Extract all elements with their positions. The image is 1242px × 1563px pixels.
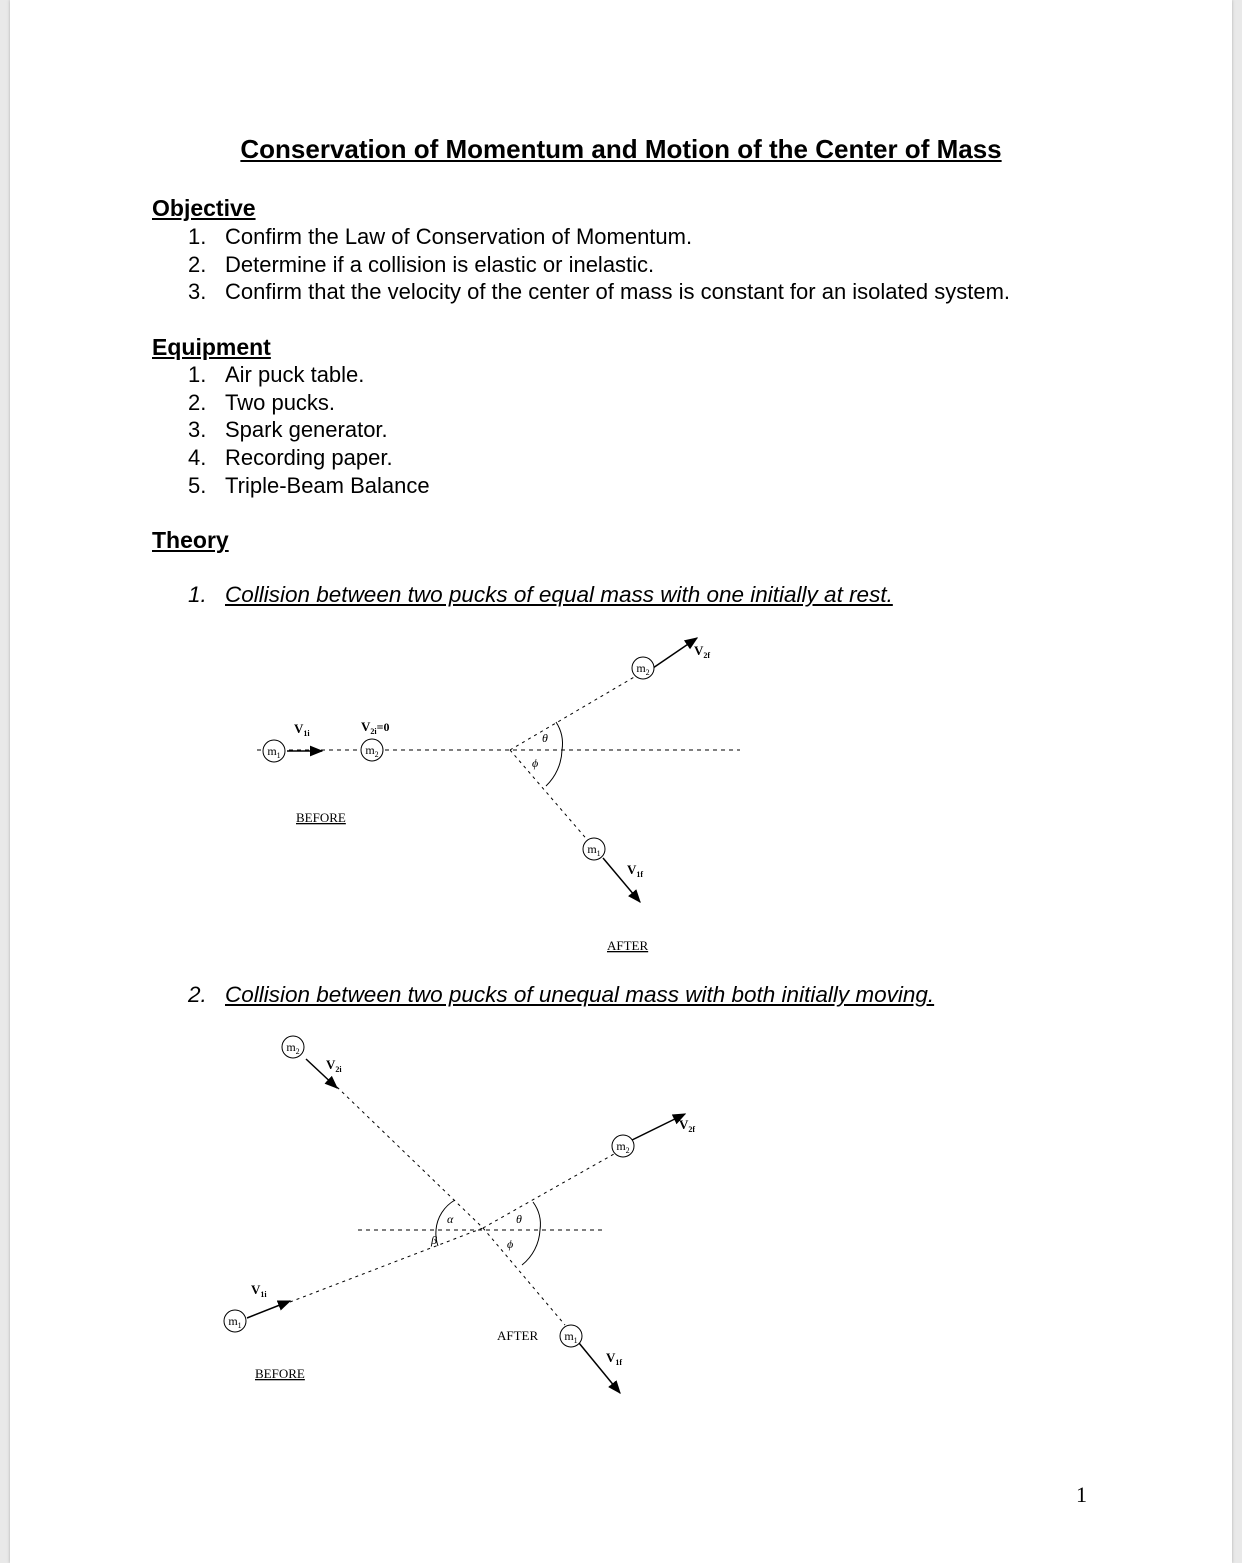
list-item: 1. Confirm the Law of Conservation of Momentum. xyxy=(188,224,693,249)
label-before-1: BEFORE xyxy=(296,810,346,825)
label-v1f: $V_{1f}$ xyxy=(627,862,644,879)
list-item: 3. Confirm that the velocity of the center of mass is constant for an isolated system. xyxy=(188,279,1011,305)
label-phi: ϕ xyxy=(507,1237,514,1251)
label-v2f: $V_{2f}$ xyxy=(694,643,711,660)
label-m1-after: $m_1$ xyxy=(587,842,601,858)
page-number: 1 xyxy=(1076,1482,1087,1507)
label-alpha: α xyxy=(447,1212,454,1226)
label-m1-before: $m_1$ xyxy=(228,1314,242,1330)
label-m2-after: $m_2$ xyxy=(616,1139,630,1155)
label-beta: β xyxy=(431,1233,437,1247)
path-m1-after xyxy=(483,1228,565,1325)
list-item: 2. Determine if a collision is elastic or inelastic. xyxy=(188,251,655,277)
theory-subheading-2: 2. Collision between two pucks of unequal mass with both initially moving. xyxy=(188,982,935,1007)
v2f-arrow xyxy=(632,1114,685,1140)
list-item: 2. Two pucks. xyxy=(188,389,336,415)
label-m1-after: $m_1$ xyxy=(564,1329,578,1345)
objective-heading: Objective xyxy=(152,195,256,221)
page-title: Conservation of Momentum and Motion of the Center of Mass xyxy=(240,134,1002,164)
label-m2-before: $m_2$ xyxy=(365,743,379,759)
label-m2-after: $m_2$ xyxy=(636,661,650,677)
path-m2-before xyxy=(337,1087,483,1228)
list-item: 4. Recording paper. xyxy=(188,445,393,471)
label-m1-before: $m_1$ xyxy=(267,744,281,760)
label-v2i: $V_{2i}=0$ xyxy=(361,719,390,736)
label-theta: θ xyxy=(542,731,548,745)
path-m2-after xyxy=(483,1154,614,1228)
label-after-1: AFTER xyxy=(607,938,649,953)
label-theta: θ xyxy=(516,1212,522,1226)
label-m2-before: $m_2$ xyxy=(286,1040,300,1056)
theta-arc xyxy=(533,1202,540,1230)
label-v1i: $V_{1i}$ xyxy=(294,721,310,738)
theory-subheading-1: 1. Collision between two pucks of equal mass with one initially at rest. xyxy=(188,582,893,607)
label-phi: ϕ xyxy=(532,756,539,770)
list-item: 5. Triple-Beam Balance xyxy=(188,472,430,498)
label-v2f: $V_{2f}$ xyxy=(679,1117,696,1134)
equipment-heading: Equipment xyxy=(152,334,271,360)
phi-arc xyxy=(522,1230,540,1265)
v1i-arrow xyxy=(247,1301,290,1318)
list-item: 1. Air puck table. xyxy=(188,362,365,387)
label-v1f: $V_{1f}$ xyxy=(606,1350,623,1367)
label-after-2: AFTER xyxy=(497,1328,539,1343)
label-before-2: BEFORE xyxy=(255,1366,305,1381)
theory-heading: Theory xyxy=(152,527,229,553)
path-m1-before xyxy=(290,1228,483,1302)
label-v2i: $V_{2i}$ xyxy=(326,1057,342,1074)
label-v1i: $V_{1i}$ xyxy=(251,1282,267,1299)
list-item: 3. Spark generator. xyxy=(188,417,388,443)
